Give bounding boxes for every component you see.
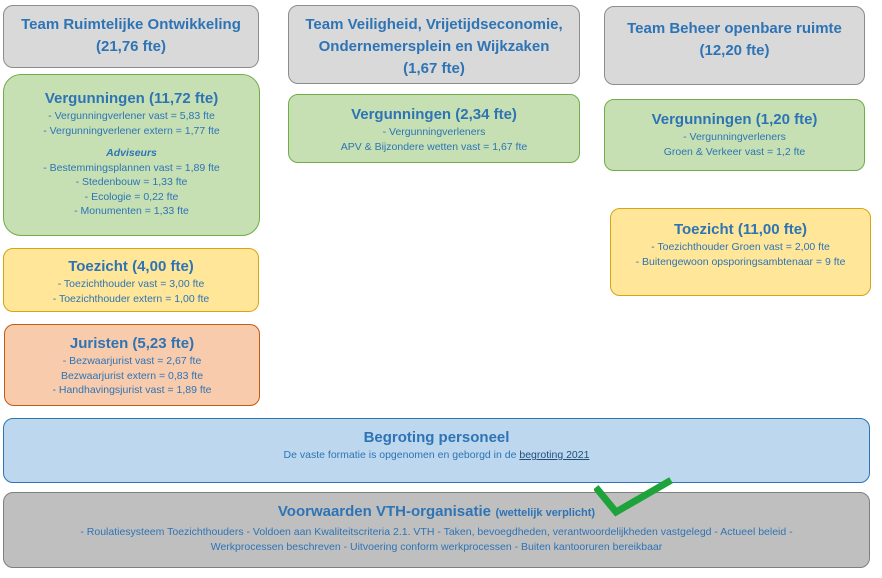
team-bor-title-line1: Team Beheer openbare ruimte	[627, 20, 842, 37]
begroting-box	[3, 418, 870, 483]
ro-adviseur-line: - Bestemmingsplannen vast = 1,89 fte	[43, 161, 220, 174]
voorwaarden-line2: Werkprocessen beschreven - Uitvoering conform werkprocessen - Buiten kantooruren bereikbaar	[210, 540, 663, 553]
ro-adviseur-line: - Ecologie = 0,22 fte	[84, 190, 179, 203]
team-vv-title-line3: (1,67 fte)	[403, 60, 465, 77]
voorwaarden-box	[3, 492, 870, 568]
ro-toezicht-title: Toezicht (4,00 fte)	[68, 258, 194, 275]
bor-toezicht-line: - Buitengewoon opsporingsambtenaar = 9 fte	[635, 255, 846, 268]
bor-vergunningen-line: - Vergunningverleners	[683, 131, 786, 143]
ro-adviseur-line: - Stedenbouw = 1,33 fte	[75, 176, 188, 188]
team-bor-header	[604, 6, 865, 85]
bor-toezicht-title: Toezicht (11,00 fte)	[673, 221, 808, 238]
ro-vergunningen-box	[3, 74, 260, 236]
voorwaarden-line1: - Roulatiesysteem Toezichthouders - Voldoen aan Kwaliteitscriteria 2.1. VTH - Taken, bevoegdheden, verantwoordelijkheden vastgelegd - Actueel beleid -	[80, 526, 793, 538]
team-ro-header	[3, 5, 259, 68]
team-ro-title-line2: (21,76 fte)	[95, 38, 167, 55]
ro-toezicht-line: - Toezichthouder vast = 3,00 fte	[57, 278, 205, 290]
vv-vergunningen-box	[288, 94, 580, 163]
ro-vergunningen-line: - Vergunningverlener vast = 5,83 fte	[48, 110, 215, 122]
bor-toezicht-box	[610, 208, 871, 296]
team-bor-title-line2: (12,20 fte)	[699, 42, 770, 59]
team-vv-title-line1: Team Veiligheid, Vrijetijdseconomie,	[305, 16, 563, 33]
ro-juristen-line: Bezwaarjurist extern = 0,83 fte	[60, 369, 204, 382]
voorwaarden-title-suffix: (wettelijk verplicht)	[495, 507, 596, 519]
begroting-title: Begroting personeel	[363, 429, 510, 446]
vv-vergunningen-line: APV & Bijzondere wetten vast = 1,67 fte	[340, 140, 528, 153]
team-vv-title-line2: Ondernemersplein en Wijkzaken	[318, 38, 550, 55]
voorwaarden-title: Voorwaarden VTH-organisatie	[277, 503, 491, 520]
ro-adviseur-line: - Monumenten = 1,33 fte	[74, 205, 189, 217]
team-ro-title-line1: Team Ruimtelijke Ontwikkeling	[21, 16, 241, 33]
ro-toezicht-box	[3, 248, 259, 312]
bor-vergunningen-title: Vergunningen (1,20 fte)	[651, 111, 818, 128]
team-vv-header	[288, 5, 580, 84]
ro-juristen-title: Juristen (5,23 fte)	[69, 335, 195, 352]
checkmark-icon	[594, 476, 674, 524]
begroting-text: De vaste formatie is opgenomen en geborgd in de	[283, 449, 517, 461]
ro-vergunningen-line: - Vergunningverlener extern = 1,77 fte	[43, 124, 220, 137]
vv-vergunningen-title: Vergunningen (2,34 fte)	[351, 106, 517, 123]
ro-vergunningen-title: Vergunningen (11,72 fte)	[44, 90, 219, 107]
ro-juristen-box	[4, 324, 260, 406]
voorwaarden-title-line	[10, 502, 863, 523]
bor-vergunningen-line: Groen & Verkeer vast = 1,2 fte	[663, 145, 806, 158]
ro-juristen-line: - Bezwaarjurist vast = 2,67 fte	[62, 355, 202, 367]
bor-vergunningen-box	[604, 99, 865, 171]
begroting-text-line	[10, 448, 863, 463]
ro-juristen-line: - Handhavingsjurist vast = 1,89 fte	[52, 384, 212, 396]
checkmark-stroke	[598, 482, 668, 512]
ro-toezicht-line: - Toezichthouder extern = 1,00 fte	[52, 292, 210, 305]
begroting-link[interactable]: begroting 2021	[519, 449, 590, 461]
bor-toezicht-line: - Toezichthouder Groen vast = 2,00 fte	[651, 241, 830, 253]
ro-adviseurs-label: Adviseurs	[106, 147, 157, 159]
vv-vergunningen-line: - Vergunningverleners	[382, 126, 486, 138]
